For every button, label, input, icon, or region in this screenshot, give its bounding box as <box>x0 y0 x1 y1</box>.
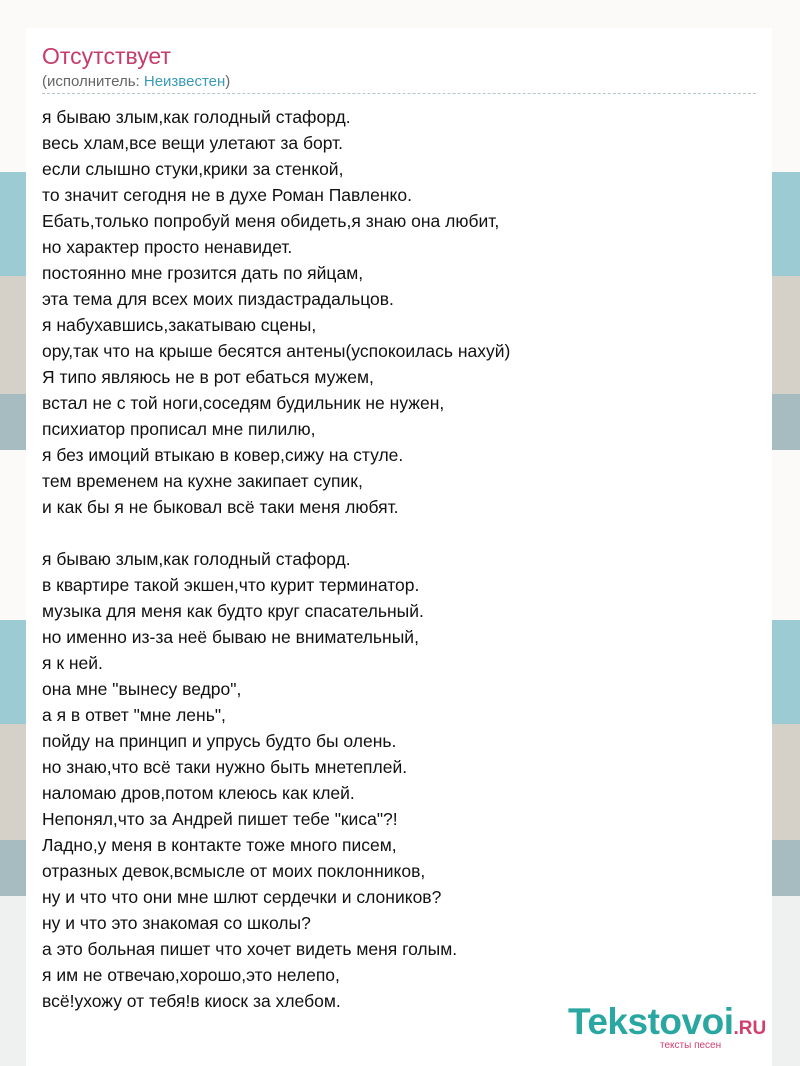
lyrics-sheet <box>26 28 772 1066</box>
lyric-line: я бываю злым,как голодный стафорд. <box>42 549 351 569</box>
lyric-line: наломаю дров,потом клеюсь как клей. <box>42 783 355 803</box>
lyric-line: я к ней. <box>42 653 103 673</box>
lyric-line: Ебать,только попробуй меня обидеть,я знаю она любит, <box>42 211 500 231</box>
lyric-line: я без имоций втыкаю в ковер,сижу на стуле. <box>42 445 404 465</box>
lyric-line: встал не с той ноги,соседям будильник не нужен, <box>42 393 445 413</box>
lyric-line: но характер просто ненавидет. <box>42 237 293 257</box>
artist-suffix: ) <box>225 73 231 90</box>
artist-prefix: (исполнитель: <box>42 73 144 90</box>
lyric-line: Ладно,у меня в контакте тоже много писем, <box>42 835 397 855</box>
lyric-line: ору,так что на крыше бесятся антены(успокоилась нахуй) <box>42 341 511 361</box>
lyric-line: постоянно мне грозится дать по яйцам, <box>42 263 364 283</box>
song-title: Отсутствует <box>42 43 171 69</box>
verse-gap <box>42 520 762 546</box>
lyric-line: пойду на принцип и упрусь будто бы олень. <box>42 731 397 751</box>
lyric-line: она мне "вынесу ведро", <box>42 679 242 699</box>
lyric-line: и как бы я не быковал всё таки меня любят. <box>42 497 399 517</box>
lyric-line: Я типо являюсь не в рот ебаться мужем, <box>42 367 374 387</box>
lyric-line: но знаю,что всё таки нужно быть мнетеплей. <box>42 757 408 777</box>
lyric-line: тем временем на кухне закипает супик, <box>42 471 363 491</box>
lyric-line: я набухавшись,закатываю сцены, <box>42 315 317 335</box>
lyric-line: я им не отвечаю,хорошо,это нелепо, <box>42 965 340 985</box>
lyric-line: отразных девок,всмысле от моих поклонников, <box>42 861 426 881</box>
verse-1 <box>42 104 762 520</box>
logo-name: Tekstovoi <box>568 1001 734 1042</box>
artist-line <box>42 73 230 90</box>
dashed-divider <box>42 93 756 94</box>
lyric-line: весь хлам,все вещи улетают за борт. <box>42 133 344 153</box>
lyric-line: психиатор прописал мне пилилю, <box>42 419 316 439</box>
lyric-line: то значит сегодня не в духе Роман Павленко. <box>42 185 412 205</box>
lyric-line: но именно из-за неё бываю не внимательный, <box>42 627 419 647</box>
logo-tld: .RU <box>733 1018 767 1039</box>
verse-2 <box>42 546 762 1014</box>
artist-link[interactable]: Неизвестен <box>143 73 226 90</box>
lyric-line: ну и что это знакомая со школы? <box>42 913 311 933</box>
lyric-line: если слышно стуки,крики за стенкой, <box>42 159 344 179</box>
lyric-line: а это больная пишет что хочет видеть меня голым. <box>42 939 458 959</box>
lyric-line: ну и что что они мне шлют сердечки и слоников? <box>42 887 442 907</box>
lyric-line: Непонял,что за Андрей пишет тебе "киса"?! <box>42 809 398 829</box>
site-logo[interactable] <box>568 1002 778 1052</box>
logo-tagline: тексты песен <box>660 1040 722 1051</box>
lyric-line: в квартире такой экшен,что курит терминатор. <box>42 575 420 595</box>
lyric-line: а я в ответ "мне лень", <box>42 705 226 725</box>
lyric-line: всё!ухожу от тебя!в киоск за хлебом. <box>42 991 341 1011</box>
lyric-line: я бываю злым,как голодный стафорд. <box>42 107 351 127</box>
lyrics-text <box>42 104 762 1014</box>
lyric-line: эта тема для всех моих пиздастрадальцов. <box>42 289 394 309</box>
lyric-line: музыка для меня как будто круг спасательный. <box>42 601 424 621</box>
